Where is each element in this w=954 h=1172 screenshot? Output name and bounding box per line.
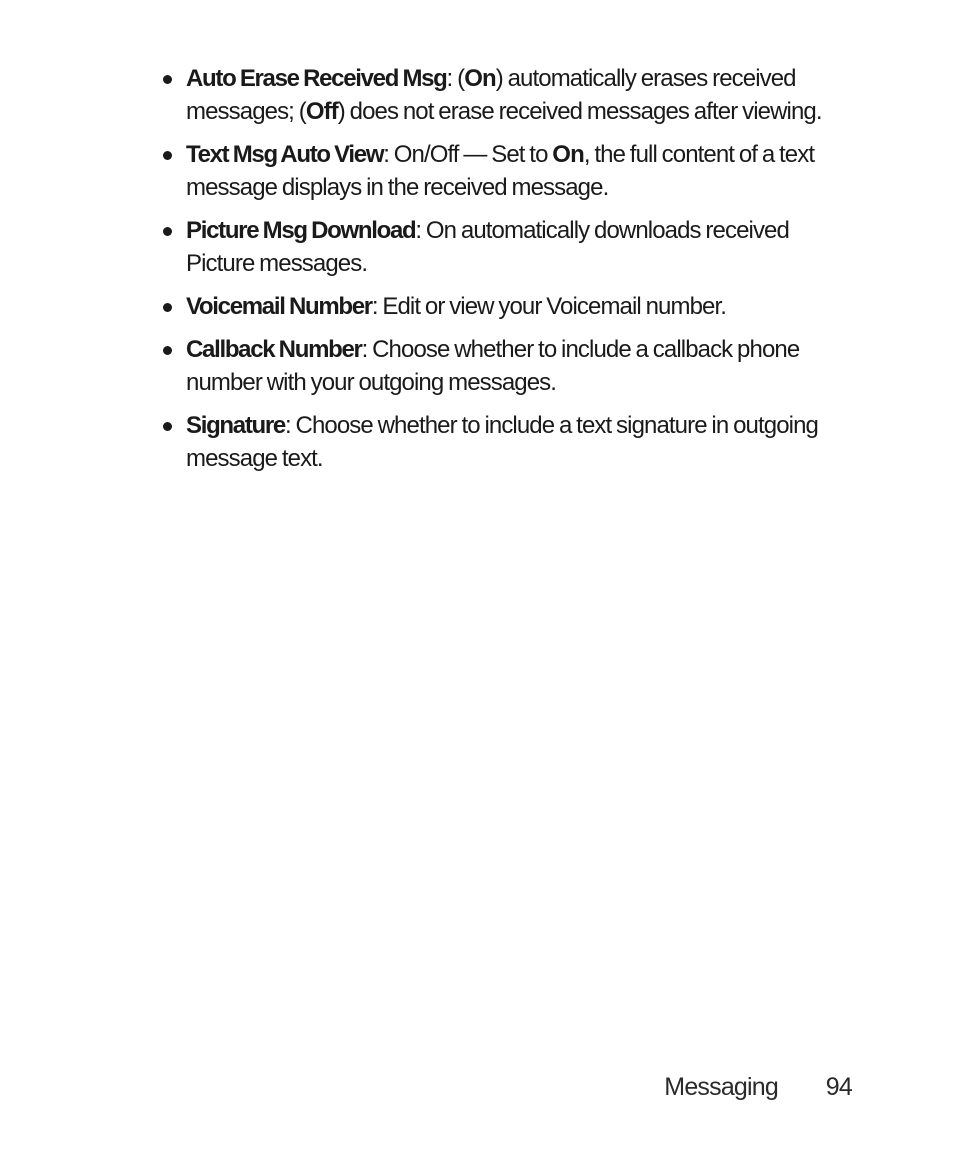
setting-text: : On/Off — Set to [383,141,553,168]
setting-text: : ( [446,65,465,92]
list-item [162,409,852,475]
setting-text: : Choose whether to include a text signature in outgoing message text. [186,412,818,472]
bullet-icon [163,75,172,84]
footer-section-title: Messaging [664,1073,778,1101]
setting-term: Picture Msg Download [186,217,416,244]
list-item [162,62,852,128]
page-content [162,62,852,485]
keyword-on: On [552,141,584,168]
setting-term: Auto Erase Received Msg [186,65,447,92]
keyword-on: On [464,65,496,92]
bullet-icon [163,346,172,355]
list-item [162,138,852,204]
setting-text: ) does not erase received messages after viewing. [337,98,822,125]
setting-term: Text Msg Auto View [186,141,384,168]
list-item [162,333,852,399]
setting-text: ) automatically erases received messages; ( [186,65,796,125]
keyword-off: Off [305,98,338,125]
setting-text: : Edit or view your Voicemail number. [371,293,727,320]
setting-text: : On automatically downloads received Picture messages. [186,217,789,277]
setting-term: Signature [186,412,285,439]
setting-term: Callback Number [186,336,362,363]
bullet-icon [163,151,172,160]
list-item [162,214,852,280]
setting-term: Voicemail Number [186,293,372,320]
page-number: 94 [825,1073,852,1101]
setting-text: : Choose whether to include a callback phone number with your outgoing messages. [186,336,800,396]
settings-bullet-list [162,62,852,475]
bullet-icon [163,422,172,431]
bullet-icon [163,227,172,236]
setting-text: , the full content of a text message displays in the received message. [186,141,815,201]
list-item [162,290,852,323]
bullet-icon [163,303,172,312]
page-footer [600,1073,852,1107]
